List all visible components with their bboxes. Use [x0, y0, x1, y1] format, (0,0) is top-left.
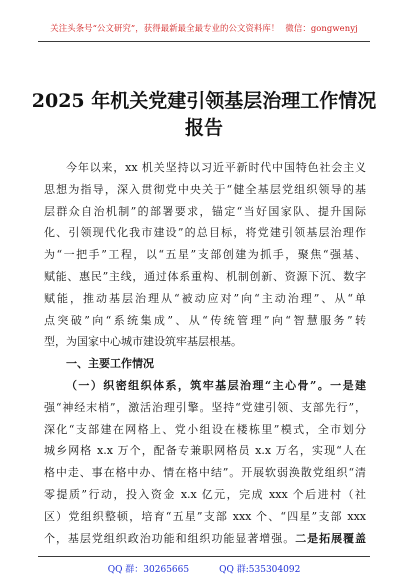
footer-qq-groups — [0, 562, 408, 575]
footer-qq-group-2: QQ 群:535304092 — [219, 565, 301, 575]
body-line-text: 个，基层党组织政治功能和组织功能显著增强。 — [44, 531, 296, 545]
body-line: 赋能、惠民”主线，通过体系重构、机制创新、资源下沉、数字 — [44, 269, 366, 283]
footer-qq-group-1: QQ 群：30265665 — [107, 565, 190, 575]
header-notice-bar — [0, 22, 408, 34]
sub-heading-line — [44, 375, 366, 397]
document-title-line-2: 报告 — [184, 117, 223, 139]
body-line: 区）党组织整顿，培育“五星”支部 xxx 个、“四星”支部 xxx — [44, 509, 366, 523]
body-line: 强“神经末梢”，激活治理引擎。坚持“党建引领、支部先行”， — [44, 400, 366, 414]
body-line-with-bold-tail — [44, 528, 366, 550]
section-heading: 一、主要工作情况 — [66, 357, 154, 371]
body-line: 层群众自治机制”的部署要求，锚定“当好国家队、提升国际 — [44, 204, 366, 218]
header-notice: 关注头条号“公文研究”，获得最新最全最专业的公文资料库！ — [50, 23, 280, 33]
document-title-line-1: 2025 年机关党建引领基层治理工作情况 — [31, 90, 377, 112]
body-line: 型，为国家中心城市建设筑牢基层根基。 — [44, 335, 242, 349]
body-line: 城乡网格 x.x 万个，配备专兼职网格员 x.x 万名，实现“人在 — [44, 444, 366, 458]
body-line: 深化“支部建在网格上、党小组设在楼栋里”模式，全市划分 — [44, 422, 366, 436]
body-line: 赋能，推动基层治理从“被动应对”向“主动治理”、从“单 — [44, 291, 366, 305]
body-line: 为“一把手”工程，以“五星”支部创建为抓手，聚焦“强基、 — [44, 248, 366, 262]
body-line: 点突破”向“系统集成”、从“传统管理”向“智慧服务”转 — [44, 313, 366, 327]
body-line: 今年以来，xx 机关坚持以习近平新时代中国特色社会主义 — [66, 161, 366, 174]
sub-heading: （一）织密组织体系，筑牢基层治理“主心骨”。 — [66, 378, 331, 392]
document-body — [44, 157, 366, 549]
header-divider — [38, 41, 370, 42]
body-line: 化、引领现代化我市建设”的总目标，将党建引领基层治理作 — [44, 226, 366, 240]
footer-divider — [38, 556, 370, 557]
bold-run-in: 二是拓展覆盖 — [295, 531, 366, 545]
body-line: 格中走、事在格中办、情在格中结”。开展软弱涣散党组织“清 — [44, 466, 366, 480]
header-wechat: 微信：gongwenyj — [285, 23, 358, 33]
sub-heading-tail: 一是建 — [330, 378, 366, 392]
body-line: 零提质”行动，投入资金 x.x 亿元，完成 xxx 个后进村（社 — [44, 487, 366, 501]
body-line: 思想为指导，深入贯彻党中央关于“健全基层党组织领导的基 — [44, 182, 366, 196]
